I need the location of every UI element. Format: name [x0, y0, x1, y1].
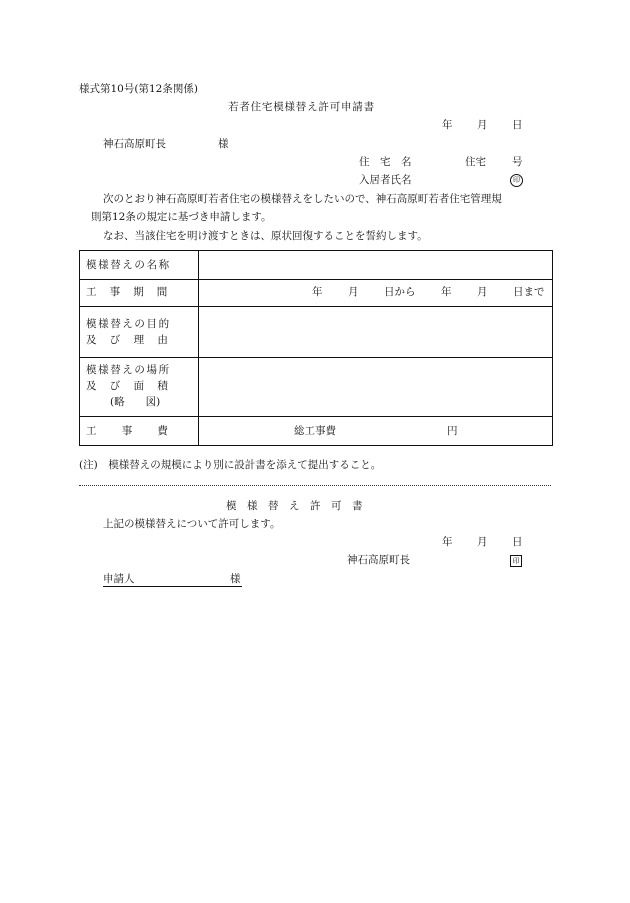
table-row-divider — [80, 279, 552, 280]
body-line-2: 則第12条の規定に基づき申請します。 — [91, 211, 272, 223]
body-line-1: 次のとおり神石高原町若者住宅の模様替えをしたいので、神石高原町若者住宅管理規 — [103, 193, 502, 205]
address-label: 住 宅 名 — [359, 156, 412, 168]
date-month: 月 — [477, 119, 488, 131]
permit-seal-mark: 印 — [510, 555, 522, 567]
form-number: 様式第10号(第12条関係) — [79, 83, 198, 95]
row-label-purpose-2: 及 び 理 由 — [86, 334, 170, 346]
permit-date-month: 月 — [477, 536, 488, 548]
house-label: 住宅 — [465, 156, 486, 168]
table-row-divider — [80, 306, 552, 307]
total-cost-label: 総工事費 — [294, 425, 336, 437]
period-year-1: 年 — [312, 286, 323, 298]
applicant-honorific: 様 — [230, 573, 241, 585]
period-year-2: 年 — [441, 286, 452, 298]
permit-title: 模 様 替 え 許 可 書 — [226, 500, 363, 512]
row-label-purpose-1: 模様替えの目的 — [86, 318, 171, 330]
row-label-period: 工 事 期 間 — [86, 286, 169, 298]
period-until: 日まで — [513, 286, 545, 298]
date-year: 年 — [442, 119, 453, 131]
period-month-2: 月 — [477, 286, 488, 298]
resident-label: 入居者氏名 — [359, 174, 412, 186]
row-label-cost: 工 事 費 — [86, 425, 170, 437]
row-label-place-2: 及 び 面 積 — [86, 380, 170, 392]
note: (注) 模様替えの規模により別に設計書を添えて提出すること。 — [79, 459, 382, 471]
yen-label: 円 — [447, 425, 458, 437]
application-table — [79, 250, 553, 446]
application-title: 若者住宅模様替え許可申請書 — [228, 101, 375, 113]
addressee-honorific: 様 — [218, 138, 229, 150]
dotted-separator — [79, 485, 551, 486]
applicant-label: 申請人 — [103, 573, 135, 585]
row-label-place-1: 模様替えの場所 — [86, 364, 171, 376]
period-from: 日から — [384, 286, 416, 298]
period-month-1: 月 — [348, 286, 359, 298]
table-row-divider — [80, 357, 552, 358]
row-label-place-3: (略 図) — [110, 396, 161, 408]
number-label: 号 — [512, 156, 523, 168]
addressee: 神石高原町長 — [103, 138, 166, 150]
permit-issuer: 神石高原町長 — [347, 554, 410, 566]
row-label-name: 模様替えの名称 — [86, 259, 171, 271]
seal-mark: 印 — [510, 174, 523, 187]
applicant-underline — [103, 586, 242, 587]
permit-date-year: 年 — [442, 536, 453, 548]
table-row-divider — [80, 416, 552, 417]
body-line-3: なお、当該住宅を明け渡すときは、原状回復することを誓約します。 — [103, 230, 428, 242]
date-day: 日 — [512, 119, 523, 131]
permit-body: 上記の模様替えについて許可します。 — [103, 518, 281, 530]
permit-date-day: 日 — [512, 536, 523, 548]
